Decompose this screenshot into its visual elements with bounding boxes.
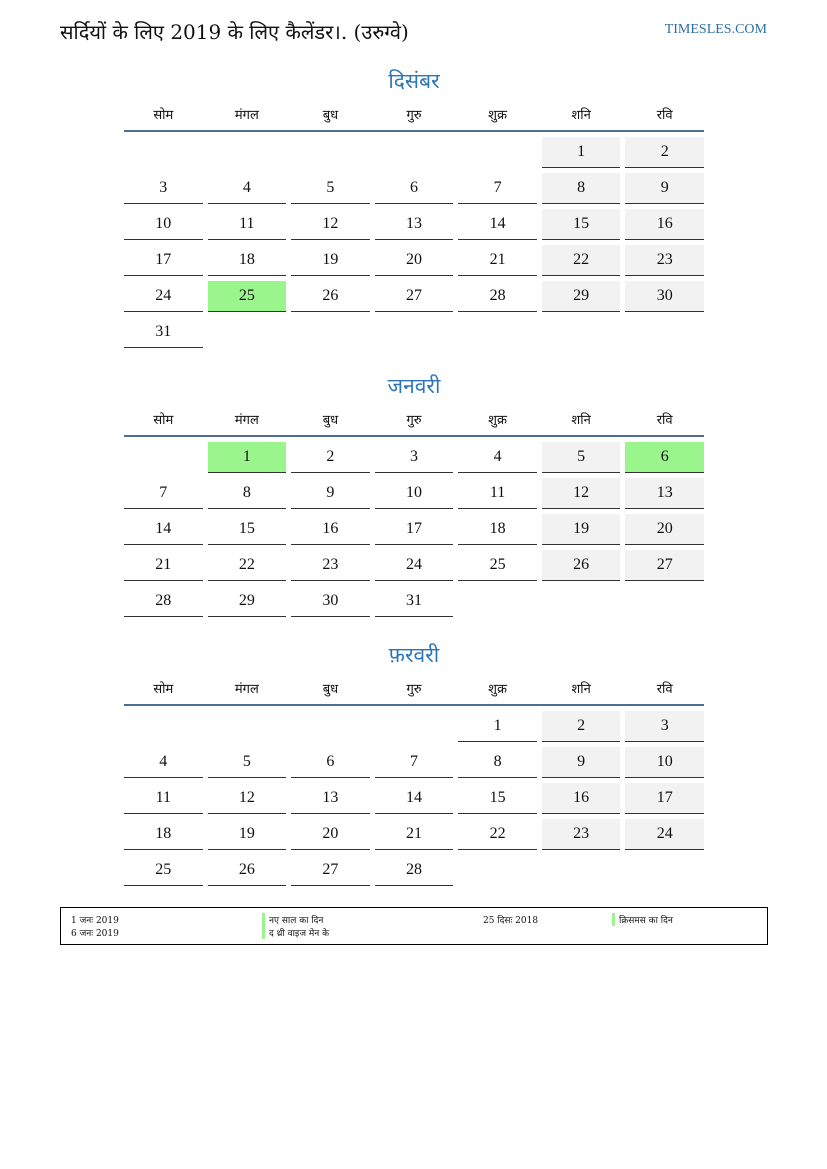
holiday-cell: 1 [208,442,287,473]
weekday-label: सोम [153,108,174,123]
empty-cell [458,137,537,168]
weekday-label: शनि [571,413,591,428]
day-cell: 24 [625,819,704,850]
empty-cell [124,137,203,168]
holiday-cell: 25 [208,281,287,312]
day-cell: 13 [375,209,454,240]
weekday-label: रवि [656,682,673,697]
day-cell: 19 [208,819,287,850]
days-grid [124,437,704,617]
day-cell: 21 [458,245,537,276]
day-cell: 22 [458,819,537,850]
weekday-label: बुध [322,682,339,697]
day-cell: 15 [208,514,287,545]
day-cell: 15 [542,209,621,240]
day-cell: 20 [375,245,454,276]
day-cell: 25 [124,855,203,886]
weekday-label: सोम [153,413,174,428]
day-cell: 31 [375,586,454,617]
empty-cell [124,442,203,473]
empty-cell [124,711,203,742]
day-cell: 4 [208,173,287,204]
day-cell: 8 [542,173,621,204]
day-cell: 4 [124,747,203,778]
day-cell: 24 [375,550,454,581]
day-cell: 7 [124,478,203,509]
day-cell: 13 [625,478,704,509]
day-cell: 28 [124,586,203,617]
day-cell: 28 [375,855,454,886]
day-cell: 24 [124,281,203,312]
day-cell: 14 [124,514,203,545]
day-cell: 27 [375,281,454,312]
day-cell: 2 [291,442,370,473]
month-title: दिसंबर [388,69,440,93]
weekday-label: शुक्र [488,108,507,123]
day-cell: 3 [375,442,454,473]
day-cell: 31 [124,317,203,348]
weekday-label: गुरु [406,413,422,428]
day-cell: 23 [542,819,621,850]
day-cell: 9 [291,478,370,509]
legend-label: द थ्री वाइज मेन के [262,926,329,939]
weekday-header [124,403,704,437]
day-cell: 30 [625,281,704,312]
day-cell: 1 [458,711,537,742]
empty-cell [375,137,454,168]
holiday-legend [60,907,768,945]
day-cell: 26 [542,550,621,581]
day-cell: 16 [291,514,370,545]
days-grid [124,132,704,348]
day-cell: 30 [291,586,370,617]
day-cell: 18 [124,819,203,850]
day-cell: 4 [458,442,537,473]
empty-cell [291,711,370,742]
day-cell: 17 [124,245,203,276]
day-cell: 11 [458,478,537,509]
day-cell: 9 [625,173,704,204]
day-cell: 2 [542,711,621,742]
day-cell: 11 [124,783,203,814]
day-cell: 5 [291,173,370,204]
day-cell: 26 [208,855,287,886]
page-title: सर्दियों के लिए 2019 के लिए कैलेंडर।. (उरुग्वे) [60,20,409,44]
day-cell: 8 [208,478,287,509]
day-cell: 17 [625,783,704,814]
day-cell: 15 [458,783,537,814]
days-grid [124,706,704,886]
day-cell: 12 [208,783,287,814]
empty-cell [375,711,454,742]
day-cell: 5 [208,747,287,778]
weekday-label: मंगल [234,413,259,428]
day-cell: 1 [542,137,621,168]
legend-date: 25 दिसः 2018 [483,916,539,926]
day-cell: 12 [291,209,370,240]
day-cell: 23 [291,550,370,581]
month-february [124,640,704,886]
day-cell: 10 [625,747,704,778]
weekday-label: बुध [322,413,339,428]
day-cell: 23 [625,245,704,276]
day-cell: 14 [458,209,537,240]
day-cell: 2 [625,137,704,168]
day-cell: 19 [291,245,370,276]
legend-label: क्रिसमस का दिन [612,913,673,926]
day-cell: 9 [542,747,621,778]
weekday-label: सोम [153,682,174,697]
empty-cell [291,137,370,168]
day-cell: 25 [458,550,537,581]
weekday-label: शनि [571,682,591,697]
weekday-label: बुध [322,108,339,123]
weekday-label: शुक्र [488,413,507,428]
day-cell: 22 [542,245,621,276]
site-link[interactable]: TIMESLES.COM [664,22,767,37]
weekday-label: रवि [656,413,673,428]
day-cell: 8 [458,747,537,778]
day-cell: 5 [542,442,621,473]
day-cell: 26 [291,281,370,312]
legend-date: 1 जनः 2019 [71,916,119,926]
day-cell: 16 [542,783,621,814]
weekday-label: गुरु [406,108,422,123]
day-cell: 6 [291,747,370,778]
day-cell: 7 [375,747,454,778]
day-cell: 20 [291,819,370,850]
weekday-label: रवि [656,108,673,123]
day-cell: 7 [458,173,537,204]
weekday-label: मंगल [234,682,259,697]
empty-cell [208,137,287,168]
month-title: फ़रवरी [388,643,440,667]
day-cell: 20 [625,514,704,545]
month-december [124,66,704,348]
day-cell: 19 [542,514,621,545]
weekday-header [124,98,704,132]
day-cell: 18 [458,514,537,545]
holiday-cell: 6 [625,442,704,473]
month-title: जनवरी [387,374,441,398]
day-cell: 12 [542,478,621,509]
day-cell: 21 [124,550,203,581]
day-cell: 10 [124,209,203,240]
day-cell: 27 [625,550,704,581]
weekday-label: शुक्र [488,682,507,697]
month-january [124,371,704,617]
day-cell: 29 [542,281,621,312]
day-cell: 6 [375,173,454,204]
day-cell: 18 [208,245,287,276]
day-cell: 10 [375,478,454,509]
empty-cell [208,711,287,742]
day-cell: 17 [375,514,454,545]
day-cell: 13 [291,783,370,814]
day-cell: 29 [208,586,287,617]
day-cell: 21 [375,819,454,850]
day-cell: 3 [625,711,704,742]
day-cell: 14 [375,783,454,814]
weekday-label: शनि [571,108,591,123]
legend-date: 6 जनः 2019 [71,929,119,939]
weekday-header [124,672,704,706]
day-cell: 22 [208,550,287,581]
day-cell: 28 [458,281,537,312]
day-cell: 16 [625,209,704,240]
weekday-label: गुरु [406,682,422,697]
weekday-label: मंगल [234,108,259,123]
legend-label: नए साल का दिन [262,913,323,926]
day-cell: 27 [291,855,370,886]
day-cell: 3 [124,173,203,204]
day-cell: 11 [208,209,287,240]
